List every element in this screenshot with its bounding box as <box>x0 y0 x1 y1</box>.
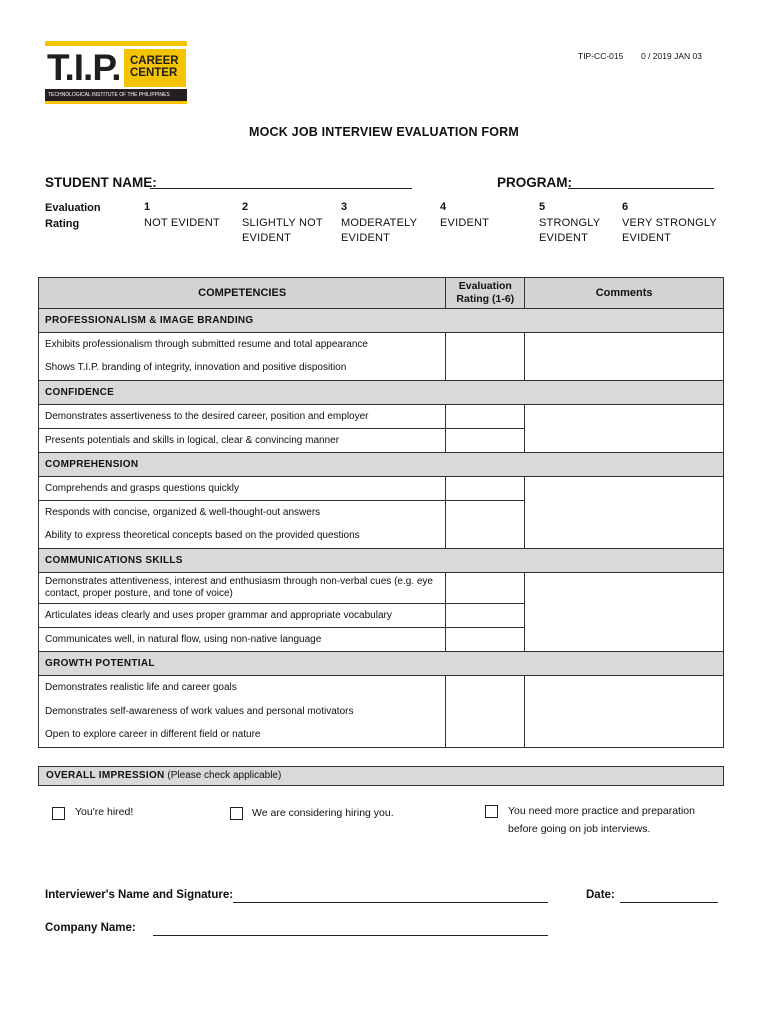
rating-legend-label: Evaluation Rating <box>45 202 101 230</box>
rating-cell[interactable] <box>446 573 525 604</box>
logo-letters: T.I.P. <box>47 47 121 88</box>
more-practice-checkbox[interactable] <box>485 805 498 818</box>
rating-6: 6 VERY STRONGLY EVIDENT <box>622 201 717 244</box>
rating-3: 3 MODERATELY EVIDENT <box>341 201 418 244</box>
rating-4: 4 EVIDENT <box>440 201 490 229</box>
rating-1: 1 NOT EVIDENT <box>144 201 220 229</box>
competency-item: Demonstrates realistic life and career goals <box>39 676 446 700</box>
logo-career-center: CAREER CENTER <box>124 49 186 87</box>
rating-cell[interactable] <box>446 604 525 628</box>
program-label: PROGRAM: <box>497 175 572 190</box>
competency-item: Comprehends and grasps questions quickly <box>39 477 446 501</box>
form-title: MOCK JOB INTERVIEW EVALUATION FORM <box>249 125 519 139</box>
comment-cell[interactable] <box>525 573 724 652</box>
competency-item: Demonstrates assertiveness to the desired career, position and employer <box>39 405 446 429</box>
section-confidence: CONFIDENCE <box>39 381 724 405</box>
considering-checkbox[interactable] <box>230 807 243 820</box>
competency-item: Presents potentials and skills in logical, clear & convincing manner <box>39 429 446 453</box>
tip-career-center-logo <box>45 41 187 105</box>
document-code: TIP-CC-015 <box>578 51 624 61</box>
overall-impression-bar <box>38 766 724 786</box>
interviewer-field[interactable] <box>233 889 548 903</box>
section-communications: COMMUNICATIONS SKILLS <box>39 549 724 573</box>
date-label: Date: <box>586 889 615 901</box>
competency-item: Demonstrates self-awareness of work values and personal motivators <box>39 700 446 724</box>
competencies-table <box>38 277 724 748</box>
document-revision: 0 / 2019 JAN 03 <box>641 51 702 61</box>
rating-cell[interactable] <box>446 477 525 501</box>
comment-cell[interactable] <box>525 333 724 381</box>
date-field[interactable] <box>620 889 718 903</box>
competency-item: Exhibits professionalism through submitted resume and total appearance <box>39 333 446 357</box>
program-field[interactable] <box>568 175 714 189</box>
student-name-label: STUDENT NAME: <box>45 175 157 190</box>
overall-impression-note: (Please check applicable) <box>167 770 282 781</box>
company-label: Company Name: <box>45 922 136 934</box>
considering-label: We are considering hiring you. <box>252 807 394 819</box>
interviewer-label: Interviewer's Name and Signature: <box>45 889 234 901</box>
competency-item: Demonstrates attentiveness, interest and enthusiasm through non-verbal cues (e.g. eye contact, proper posture, and tone of voice) <box>39 573 446 604</box>
section-growth-potential: GROWTH POTENTIAL <box>39 652 724 676</box>
student-name-field[interactable] <box>150 175 412 189</box>
rating-cell[interactable] <box>446 429 525 453</box>
competency-item: Ability to express theoretical concepts based on the provided questions <box>39 525 446 549</box>
comment-cell[interactable] <box>525 405 724 453</box>
competency-item: Shows T.I.P. branding of integrity, innovation and positive disposition <box>39 357 446 381</box>
more-practice-label: You need more practice and preparation before going on job interviews. <box>508 805 695 835</box>
comment-cell[interactable] <box>525 676 724 748</box>
competency-item: Articulates ideas clearly and uses proper grammar and appropriate vocabulary <box>39 604 446 628</box>
logo-tagline: TECHNOLOGICAL INSTITUTE OF THE PHILIPPINES <box>45 89 187 101</box>
rating-cell[interactable] <box>446 676 525 748</box>
rating-cell[interactable] <box>446 405 525 429</box>
rating-cell[interactable] <box>446 628 525 652</box>
competency-item: Open to explore career in different field or nature <box>39 724 446 748</box>
competencies-header: COMPETENCIES <box>39 278 446 309</box>
competency-item: Responds with concise, organized & well-thought-out answers <box>39 501 446 525</box>
rating-5: 5 STRONGLY EVIDENT <box>539 201 601 244</box>
company-field[interactable] <box>153 922 548 936</box>
rating-cell[interactable] <box>446 501 525 549</box>
rating-cell[interactable] <box>446 333 525 381</box>
rating-header: Evaluation Rating (1-6) <box>446 278 525 309</box>
hired-label: You're hired! <box>75 806 134 818</box>
hired-checkbox[interactable] <box>52 807 65 820</box>
section-professionalism: PROFESSIONALISM & IMAGE BRANDING <box>39 309 724 333</box>
section-comprehension: COMPREHENSION <box>39 453 724 477</box>
competency-item: Communicates well, in natural flow, using non-native language <box>39 628 446 652</box>
overall-impression-title: OVERALL IMPRESSION <box>46 770 165 781</box>
comments-header: Comments <box>525 278 724 309</box>
comment-cell[interactable] <box>525 477 724 549</box>
rating-2: 2 SLIGHTLY NOT EVIDENT <box>242 201 323 244</box>
